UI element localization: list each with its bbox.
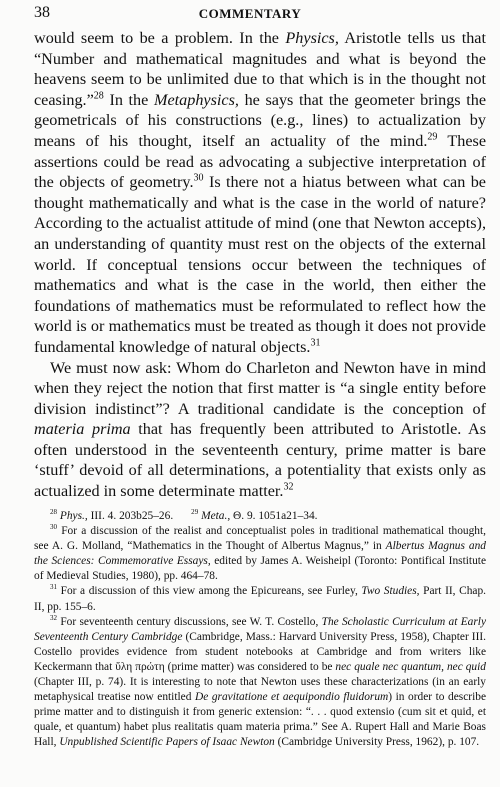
page-header <box>34 4 466 24</box>
footnote-text: Part II, Chap. II, pp. 155–6. <box>34 585 486 613</box>
footnote-text: For a discussion of the realist and conceptualist poles in traditional mathematical thought, see A. G. Molland, “Mathematics in the Thought of Albertus Magnus,” in <box>34 525 486 553</box>
footnote-mark: 31 <box>50 583 58 592</box>
footnote-ref: 29 <box>427 131 438 143</box>
text-run: that has frequently been attributed to Aristotle. As often understood in the seventeenth century, prime matter is bare ‘stuff’ devoid of all determinations, a potentiality that exists only as actualized in some determinate matter. <box>34 420 487 501</box>
footnote-text: For a discussion of this view among the Epicureans, see Furley, <box>57 585 362 598</box>
paragraph-1 <box>34 28 486 358</box>
italic-title: De gravitatione et aequipondio fluidorum <box>194 691 389 704</box>
text-run: Aristotle tells us that “Number and mathematical magnitudes and what is beyond the heavens seem to be unlimited due to that which is in the thought not ceasing.” <box>34 29 486 109</box>
footnote-32 <box>34 615 486 751</box>
italic-title: Albertus Magnus and the Sciences: Commemorative Essays, <box>34 540 486 568</box>
footnote-31 <box>34 584 486 614</box>
footnote-mark: 32 <box>50 613 58 622</box>
footnote-ref: 32 <box>283 481 294 493</box>
footnote-text: (Cambridge, Mass.: Harvard University Press, 1958), Chapter III. Costello provides evidence from student notebooks at Cambridge and from writers like Keckermann that ὕλη πρώτη (prime matter) was considered to be <box>34 630 486 673</box>
footnote-28-29 <box>34 509 486 524</box>
footnote-text: edited by James A. Weisheipl (Toronto: Pontifical Institute of Medieval Studies, 1980), pp. 464–78. <box>34 555 486 583</box>
footnote-text: Θ. 9. 1051a21–34. <box>230 510 318 522</box>
italic-title: The Scholastic Curriculum at Early Seventeenth Century Cambridge <box>34 615 486 643</box>
footnote-mark: 29 <box>191 508 199 517</box>
footnote-ref: 31 <box>310 337 321 349</box>
main-text <box>34 28 486 502</box>
footnote-mark: 30 <box>50 523 58 532</box>
italic-title: Physics, <box>285 29 339 47</box>
italic-latin: nec quale nec quantum, nec quid <box>335 660 486 673</box>
text-run: would seem to be a problem. In the <box>34 29 286 47</box>
text-run: We must now ask: Whom do Charleton and Newton have in mind when they reject the notion that first matter is “a single entity before division indistinct”? A traditional candidate is the conception of <box>34 358 486 418</box>
page-number: 38 <box>34 4 50 21</box>
italic-title: Unpublished Scientific Papers of Isaac Newton <box>59 736 275 749</box>
italic-abbrev: Phys., <box>59 510 88 522</box>
italic-title: Two Studies, <box>361 585 420 598</box>
footnote-text: For seventeenth century discussions, see W. T. Costello, <box>57 615 322 628</box>
footnote-30 <box>34 524 486 584</box>
text-run: These assertions could be read as advocating a subjective interpretation of the objects of geometry. <box>34 131 487 192</box>
text-run: he says that the geometer brings the geometricals of his constructions (e.g., lines) to actualization by means of his thought, itself an actuality of the mind. <box>34 90 487 150</box>
italic-title: Metaphysics, <box>153 90 239 109</box>
running-head: COMMENTARY <box>198 6 302 21</box>
footnote-ref: 28 <box>93 90 104 102</box>
italic-term: materia prima <box>34 420 131 439</box>
footnote-ref: 30 <box>193 172 204 184</box>
footnote-text: (Chapter III, p. 74). It is interesting to note that Newton uses these characterizations (in an early metaphysical treatise now entitled <box>34 676 486 704</box>
text-run: In the <box>103 90 154 109</box>
footnotes <box>34 509 486 751</box>
footnote-mark: 28 <box>50 508 58 517</box>
italic-abbrev: Meta., <box>201 510 231 522</box>
footnote-text: ) in order to describe prime matter and to distinguish it from generic extension: “. . . quod extensio (cum sit et quid, et quale, et quantum) habet plus realitatis quam materia prima.” See A. Rupert Hall and Marie Boas Hall, <box>34 691 486 749</box>
paragraph-2 <box>34 358 486 502</box>
footnote-text: III. 4. 203b25–26. <box>87 510 174 522</box>
text-run: Is there not a hiatus between what can be thought mathematically and what is the case in the world of nature? According to the actualist attitude of mind (one that Newton accepts), an understanding of quantity must rest on the objects of the external world. If conceptual tensions occur between the techniques of mathematics and what is the case in the world, then either the foundations of mathematics must be reformulated to reflect how the world is or mathematics must be treated as though it does not provide fundamental knowledge of natural objects. <box>34 173 486 356</box>
footnote-text: (Cambridge University Press, 1962), p. 107. <box>274 736 480 749</box>
